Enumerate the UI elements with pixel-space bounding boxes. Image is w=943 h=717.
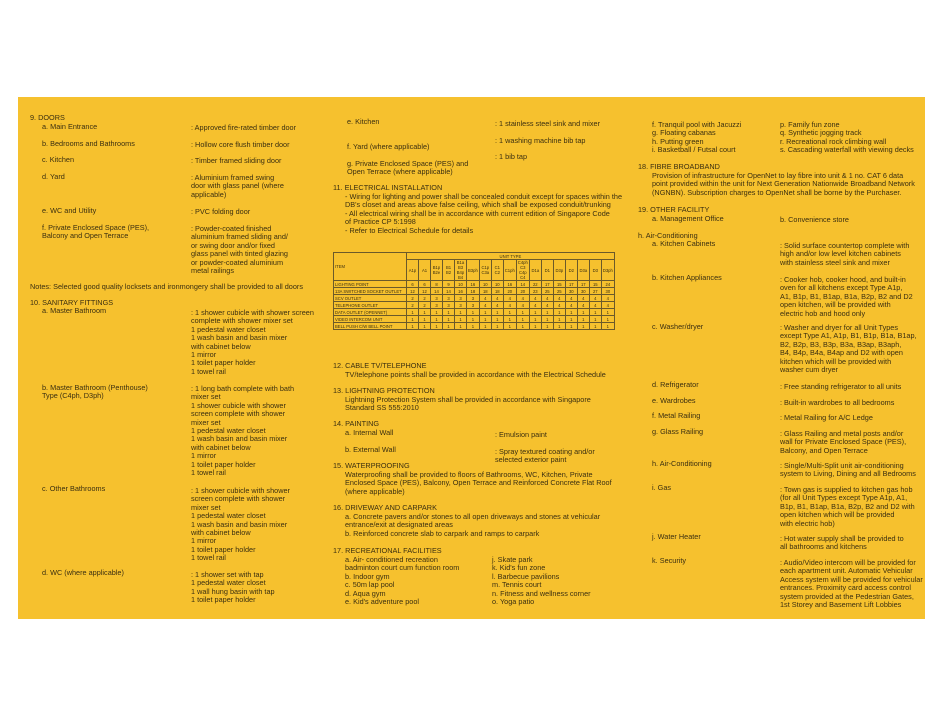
table-cell: 30 [601, 288, 614, 295]
table-cell: 3 [443, 302, 455, 309]
driveway-heading: 16. DRIVEWAY AND CARPARK [333, 503, 437, 512]
item-g-label: g. Glass Railing [652, 427, 704, 436]
table-cell: 4 [565, 295, 577, 302]
table-cell: 10 [479, 281, 491, 288]
table-cell: 1 [491, 316, 503, 323]
item-k-label: k. Security [652, 556, 687, 565]
table-col-header: D3 [589, 260, 601, 281]
table-cell: 4 [589, 295, 601, 302]
table-cell: 1 [529, 309, 541, 316]
fibre-text: Provision of infrastructure for OpenNet to lay fibre into unit & 1 no. CAT 6 data point provided within the unit for Next Generation Nationwide Broadband Network (NGNBN). Subscription charges to OpenNet shall be borne by the Purchaser. [652, 171, 915, 197]
table-cell: 1 [467, 323, 480, 330]
table-cell: 25 [541, 288, 553, 295]
san-d-value: : 1 shower set with tap 1 pedestal water closet 1 wall hung basin with tap 1 toilet paper holder [191, 570, 275, 605]
table-cell: 1 [455, 323, 467, 330]
item-j-value: : Hot water supply shall be provided to all bathrooms and kitchens [780, 534, 904, 552]
table-cell: 30 [565, 288, 577, 295]
table-cell: 1 [601, 309, 614, 316]
table-cell: 2 [419, 302, 431, 309]
table-cell: 1 [407, 323, 419, 330]
table-cell: 1 [467, 316, 480, 323]
door-f-value: : Powder-coated finished aluminium framed sliding and/ or swing door and/or fixed glass panel with tinted glazing or powder-coated aluminium metal railings [191, 224, 288, 276]
table-cell: 1 [419, 316, 431, 323]
table-cell: 1 [419, 323, 431, 330]
driveway-text: a. Concrete pavers and/or stones to all open driveways and stones at vehicular entrance/exit at designated areas b. Reinforced concrete slab to carpark and ramps to carpark [345, 512, 601, 538]
table-col-header: A1 [419, 260, 431, 281]
table-col-header: C1ph [503, 260, 516, 281]
table-cell: 1 [565, 316, 577, 323]
table-cell: 1 [516, 316, 529, 323]
table-col-header: B1 B2 [443, 260, 455, 281]
table-cell: 1 [529, 323, 541, 330]
doors-heading: 9. DOORS [30, 113, 65, 122]
item-d-value: : Free standing refrigerator to all units [780, 382, 902, 391]
table-cell: 1 [589, 323, 601, 330]
painting-heading: 14. PAINTING [333, 419, 380, 428]
table-cell: 1 [503, 316, 516, 323]
door-c-label: c. Kitchen [42, 155, 75, 164]
item-f-label: f. Metal Railing [652, 411, 701, 420]
table-cell: 1 [479, 309, 491, 316]
table-cell: 30 [577, 288, 589, 295]
table-cell: 1 [503, 323, 516, 330]
table-cell: 16 [467, 281, 480, 288]
table-cell: 9 [443, 281, 455, 288]
table-col-header: B1a B3 B4p B4 [455, 260, 467, 281]
table-row-label: LIGHTING POINT [334, 281, 407, 288]
table-row [334, 302, 615, 309]
table-cell: 4 [589, 302, 601, 309]
table-col-header: B1p B2e [431, 260, 443, 281]
table-cell: 1 [541, 309, 553, 316]
table-cell: 4 [529, 295, 541, 302]
table-col-header: D1a [529, 260, 541, 281]
table-row-label: 13A SWITCHED SOCKET OUTLET [334, 288, 407, 295]
table-cell: 1 [467, 309, 480, 316]
paint-b-label: b. External Wall [345, 445, 396, 454]
item-j-label: j. Water Heater [652, 532, 701, 541]
item-c-value: : Washer and dryer for all Unit Types except Type A1, A1p, B1, B1p, B1a, B1ap, B2, B2p, B3, B3p, B3a, B3ap, B3aph, B4, B4p, B4a, B4ap and D2 with open kitchen which will be provided with washer cum dryer [780, 323, 917, 375]
table-cell: 1 [577, 316, 589, 323]
table-cell: 1 [455, 309, 467, 316]
door-d-value: : Aluminium framed swing door with glass panel (where applicable) [191, 173, 284, 199]
table-cell: 1 [479, 323, 491, 330]
table-cell: 4 [601, 302, 614, 309]
table-cell: 12 [419, 288, 431, 295]
cable-text: TV/telephone points shall be provided in accordance with the Electrical Schedule [345, 370, 606, 379]
item-h-label: h. Air-Conditioning [652, 459, 712, 468]
table-cell: 17 [565, 281, 577, 288]
door-b-label: b. Bedrooms and Bathrooms [42, 139, 135, 148]
table-row [334, 316, 615, 323]
lightning-text: Lightning Protection System shall be provided in accordance with Singapore Standard SS 555:2010 [345, 395, 591, 413]
table-cell: 16 [455, 288, 467, 295]
table-cell: 1 [443, 323, 455, 330]
table-cell: 3 [455, 302, 467, 309]
table-cell: 23 [529, 288, 541, 295]
item-b-value: : Cooker hob, cooker hood, and built-in oven for all kitchens except Type A1p, A1, B1p, B1, B1ap, B1a, B2p, B2 and D2 open kitchen, will be provided with electric hob and hood only [780, 275, 913, 318]
table-cell: 1 [553, 309, 565, 316]
table-cell: 4 [503, 302, 516, 309]
table-cell: 3 [455, 295, 467, 302]
recreation-list-left: a. Air- conditioned recreation badminton court cum function room b. Indoor gym c. 50m lap pool d. Aqua gym e. Kid's adventure pool [345, 555, 460, 607]
other-facility-b: b. Convenience store [780, 215, 849, 224]
door-a-label: a. Main Entrance [42, 122, 98, 131]
san-c-label: c. Other Bathrooms [42, 484, 106, 493]
table-cell: 15 [589, 281, 601, 288]
table-row [334, 323, 615, 330]
table-cell: 1 [589, 309, 601, 316]
table-cell: 8 [431, 281, 443, 288]
other-items-heading: h. Air-Conditioning [638, 231, 698, 240]
item-c-label: c. Washer/dryer [652, 322, 704, 331]
table-cell: 4 [516, 295, 529, 302]
table-cell: 17 [577, 281, 589, 288]
table-cell: 1 [565, 309, 577, 316]
table-cell: 20 [516, 288, 529, 295]
item-f-value: : Metal Railing for A/C Ledge [780, 413, 873, 422]
table-cell: 1 [577, 309, 589, 316]
san-a-label: a. Master Bathroom [42, 306, 107, 315]
table-cell: 25 [553, 288, 565, 295]
table-cell: 1 [443, 309, 455, 316]
san-b-label: b. Master Bathroom (Penthouse) Type (C4ph, D3ph) [42, 383, 148, 401]
table-cell: 3 [431, 295, 443, 302]
table-row-label: SCV OUTLET [334, 295, 407, 302]
table-col-header: D2 [565, 260, 577, 281]
lightning-heading: 13. LIGHTNING PROTECTION [333, 386, 435, 395]
table-cell: 10 [455, 281, 467, 288]
recreation-list-cont-right: p. Family fun zone q. Synthetic jogging track r. Recreational rock climbing wall s. Cascading waterfall with viewing decks [780, 120, 914, 155]
table-cell: 1 [565, 323, 577, 330]
table-col-header: C1 C2 [491, 260, 503, 281]
item-k-value: : Audio/Video intercom will be provided for each apartment unit. Automatic Vehicular Access system will be provided for vehicular entrances. Proximity card access control system provided at the Pedestrian Gates, 1st Storey and Basement Lift Lobbies [780, 558, 923, 610]
table-cell: 2 [407, 295, 419, 302]
table-cell: 20 [503, 288, 516, 295]
san-c-value: : 1 shower cubicle with shower screen complete with shower mixer set 1 pedestal water closet 1 wash basin and basin mixer with cabinet below 1 mirror 1 toilet paper holder 1 towel rail [191, 486, 290, 563]
item-e-label: e. Wardrobes [652, 396, 696, 405]
san-d-label: d. WC (where applicable) [42, 568, 124, 577]
door-d-label: d. Yard [42, 172, 65, 181]
table-cell: 4 [516, 302, 529, 309]
table-cell: 4 [541, 295, 553, 302]
item-a-label: a. Kitchen Cabinets [652, 239, 716, 248]
table-cell: 1 [407, 316, 419, 323]
table-cell: 4 [491, 295, 503, 302]
table-cell: 4 [541, 302, 553, 309]
table-cell: 1 [407, 309, 419, 316]
recreation-heading: 17. RECREATIONAL FACILITIES [333, 546, 442, 555]
table-row [334, 309, 615, 316]
table-col-header: C1p C3a [479, 260, 491, 281]
table-cell: 6 [407, 281, 419, 288]
table-cell: 2 [419, 295, 431, 302]
table-cell: 4 [529, 302, 541, 309]
table-cell: 1 [431, 309, 443, 316]
table-cell: 16 [503, 281, 516, 288]
table-cell: 1 [529, 316, 541, 323]
san-a-value: : 1 shower cubicle with shower screen complete with shower mixer set 1 pedestal water closet 1 wash basin and basin mixer with cabinet below 1 mirror 1 toilet paper holder 1 towel rail [191, 308, 314, 376]
item-e-value: : Built-in wardrobes to all bedrooms [780, 398, 895, 407]
table-cell: 1 [455, 316, 467, 323]
table-cell: 14 [431, 288, 443, 295]
table-cell: 1 [553, 323, 565, 330]
table-col-header: D3p [553, 260, 565, 281]
table-cell: 1 [431, 323, 443, 330]
waterproofing-heading: 15. WATERPROOFING [333, 461, 410, 470]
other-facility-heading: 19. OTHER FACILITY [638, 205, 710, 214]
electrical-heading: 11. ELECTRICAL INSTALLATION [333, 183, 443, 192]
table-cell: 1 [491, 309, 503, 316]
item-d-label: d. Refrigerator [652, 380, 699, 389]
table-cell: 27 [589, 288, 601, 295]
table-row [334, 295, 615, 302]
table-cell: 4 [479, 302, 491, 309]
electrical-text: - Wiring for lighting and power shall be concealed conduit except for spaces within the DB's closet and areas above false ceiling, which shall be exposed conduit/trunking - All electrical wiring shall be in accordance with current edition of Singapore Code of Practice CP 5:1998 - Refer to Electrical Schedule for details [345, 192, 623, 235]
paint-b-value: : Spray textured coating and/or selected exterior paint [495, 447, 595, 465]
table-cell: 3 [443, 295, 455, 302]
table-cell: 1 [553, 316, 565, 323]
table-cell: 1 [589, 316, 601, 323]
table-col-header: D3ph [601, 260, 614, 281]
doors-notes: Notes: Selected good quality locksets and ironmongery shall be provided to all doors [30, 282, 303, 291]
table-cell: 14 [516, 281, 529, 288]
table-cell: 1 [479, 316, 491, 323]
pes-label: g. Private Enclosed Space (PES) and Open Terrace (where applicable) [347, 159, 469, 177]
table-cell: 4 [491, 302, 503, 309]
yard-value: : 1 bib tap [495, 152, 528, 161]
table-row-label: BELL PUSH C/W BELL POINT [334, 323, 407, 330]
table-cell: 4 [577, 302, 589, 309]
table-cell: 4 [565, 302, 577, 309]
paint-a-value: : Emulsion paint [495, 430, 547, 439]
table-cell: 1 [491, 323, 503, 330]
table-col-header: A1p [407, 260, 419, 281]
table-cell: 1 [431, 316, 443, 323]
table-cell: 4 [503, 295, 516, 302]
table-cell: 6 [419, 281, 431, 288]
table-col-header: D1 [541, 260, 553, 281]
cable-heading: 12. CABLE TV/TELEPHONE [333, 361, 427, 370]
table-item-header: ITEM [334, 253, 407, 281]
table-cell: 15 [553, 281, 565, 288]
table-cell: 17 [541, 281, 553, 288]
table-cell: 18 [479, 288, 491, 295]
table-cell: 1 [516, 309, 529, 316]
table-cell: 18 [467, 288, 480, 295]
yard-label: f. Yard (where applicable) [347, 142, 430, 151]
kitchen-label: e. Kitchen [347, 117, 380, 126]
item-i-value: : Town gas is supplied to kitchen gas hob (for all Unit Types except Type A1p, A1, B1p, B1, B1ap, B1a, B2p, B2 and D2 with open kitchen which will be provided with electric hob) [780, 485, 915, 528]
table-cell: 4 [577, 295, 589, 302]
table-cell: 10 [491, 281, 503, 288]
table-cell: 18 [491, 288, 503, 295]
table-col-header: C4ph C3 C4p C4 [517, 260, 528, 280]
item-b-label: b. Kitchen Appliances [652, 273, 722, 282]
recreation-list-cont-left: f. Tranquil pool with Jacuzzi g. Floating cabanas h. Putting green i. Basketball / Futsal court [652, 120, 742, 155]
table-cell: 4 [601, 295, 614, 302]
table-cell: 1 [601, 316, 614, 323]
paint-a-label: a. Internal Wall [345, 428, 394, 437]
table-col-header: B3ph [467, 260, 480, 281]
table-col-header: D3a [577, 260, 589, 281]
table-row [334, 281, 615, 288]
fibre-heading: 18. FIBRE BROADBAND [638, 162, 720, 171]
door-a-value: : Approved fire-rated timber door [191, 123, 297, 132]
door-e-value: : PVC folding door [191, 207, 251, 216]
table-cell: 4 [553, 302, 565, 309]
table-cell: 3 [467, 295, 480, 302]
door-f-label: f. Private Enclosed Space (PES), Balcony and Open Terrace [42, 223, 150, 241]
table-cell: 1 [503, 309, 516, 316]
table-row-label: DATA OUTLET (OPENNET) [334, 309, 407, 316]
table-cell: 12 [407, 288, 419, 295]
table-row-label: VIDEO INTERCOM UNIT [334, 316, 407, 323]
table-cell: 22 [529, 281, 541, 288]
table-row-label: TELEPHONE OUTLET [334, 302, 407, 309]
door-c-value: : Timber framed sliding door [191, 156, 282, 165]
table-row [334, 288, 615, 295]
table-cell: 14 [443, 288, 455, 295]
item-h-value: : Single/Multi-Split unit air-conditioning system to Living, Dining and all Bedrooms [780, 461, 916, 479]
table-cell: 3 [431, 302, 443, 309]
door-e-label: e. WC and Utility [42, 206, 97, 215]
electrical-schedule-table [333, 252, 615, 330]
table-cell: 1 [541, 316, 553, 323]
table-cell: 4 [479, 295, 491, 302]
table-cell: 1 [443, 316, 455, 323]
table-cell: 1 [601, 323, 614, 330]
sanitary-heading: 10. SANITARY FITTINGS [30, 298, 114, 307]
item-a-value: : Solid surface countertop complete with high and/or low level kitchen cabinets with stainless steel sink and mixer [780, 241, 910, 267]
table-cell: 1 [419, 309, 431, 316]
kitchen-value: : 1 stainless steel sink and mixer : 1 washing machine bib tap [495, 119, 601, 145]
waterproofing-text: Waterproofing shall be provided to floors of Bathrooms, WC, Kitchen, Private Enclosed Space (PES), Balcony, Open Terrace and Reinforced Concrete Flat Roof (where applicable) [345, 470, 612, 496]
item-g-value: : Glass Railing and metal posts and/or wall for Private Enclosed Space (PES), Balcony, and Open Terrace [780, 429, 907, 455]
recreation-list-right: j. Skate park k. Kid's fun zone l. Barbecue pavilions m. Tennis court n. Fitness and wellness corner o. Yoga patio [492, 555, 591, 607]
table-cell: 4 [553, 295, 565, 302]
table-unit-type-header: UNIT TYPE [407, 253, 615, 260]
table-cell: 1 [541, 323, 553, 330]
table-cell: 3 [467, 302, 480, 309]
other-facility-a: a. Management Office [652, 214, 724, 223]
san-b-value: : 1 long bath complete with bath mixer set 1 shower cubicle with shower screen complete with shower mixer set 1 pedestal water closet 1 wash basin and basin mixer with cabinet below 1 mirror 1 toilet paper holder 1 towel rail [191, 384, 295, 478]
item-i-label: i. Gas [652, 483, 672, 492]
table-cell: 24 [601, 281, 614, 288]
table-cell: 1 [516, 323, 529, 330]
table-cell: 1 [577, 323, 589, 330]
door-b-value: : Hollow core flush timber door [191, 140, 290, 149]
table-cell: 2 [407, 302, 419, 309]
